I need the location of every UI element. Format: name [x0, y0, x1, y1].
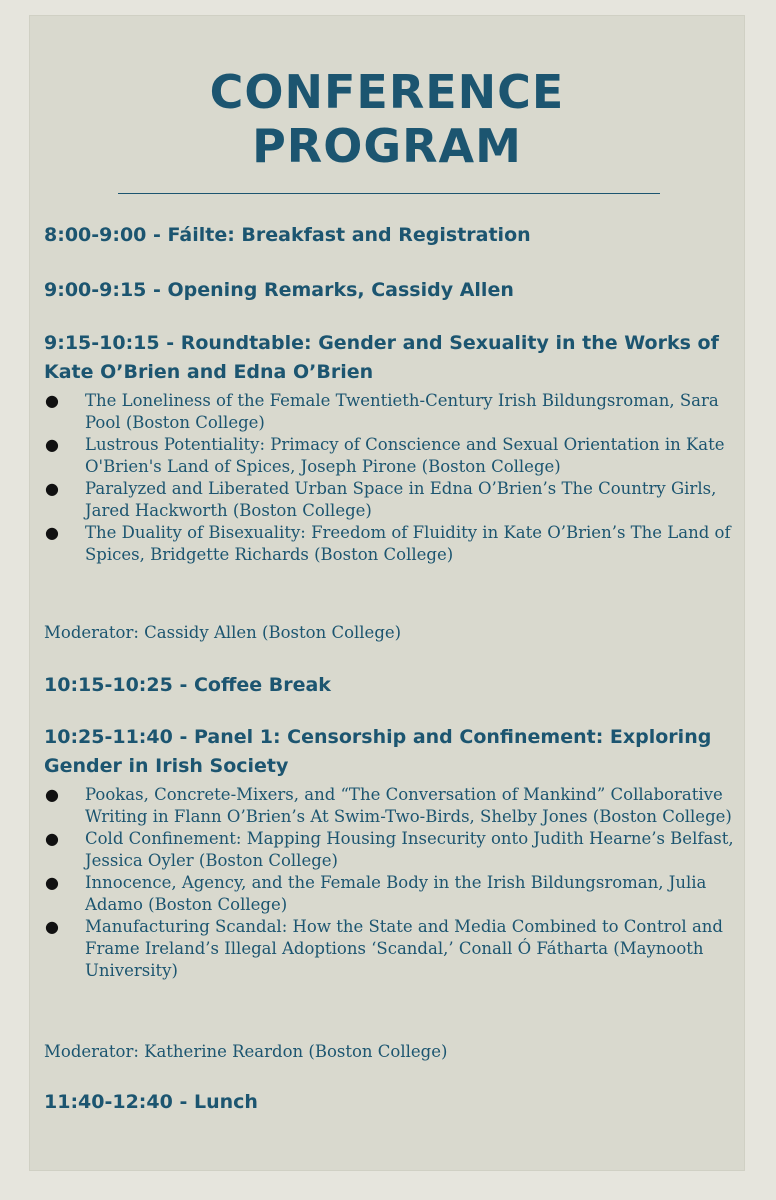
- title-line-1: CONFERENCE: [209, 65, 565, 119]
- list-item: ● Manufacturing Scandal: How the State and Media Combined to Control and Frame Ireland’s Illegal Adoptions ‘Scandal,’ Conall Ó Fátharta (Maynooth University): [45, 917, 723, 980]
- list-item: ● Innocence, Agency, and the Female Body in the Irish Bildungsroman, Julia Adamo (Boston College): [45, 873, 707, 914]
- bullet-icon: ●: [45, 523, 59, 542]
- list-item: ● The Duality of Bisexuality: Freedom of Fluidity in Kate O’Brien’s The Land of Spices, Bridgette Richards (Boston College): [45, 523, 731, 564]
- bullet-icon: ●: [45, 391, 59, 410]
- list-item: ● Paralyzed and Liberated Urban Space in Edna O’Brien’s The Country Girls, Jared Hackworth (Boston College): [45, 479, 717, 520]
- list-item: ● Lustrous Potentiality: Primacy of Conscience and Sexual Orientation in Kate O'Brien's Land of Spices, Joseph Pirone (Boston College): [45, 435, 725, 476]
- list-item: ● Cold Confinement: Mapping Housing Insecurity onto Judith Hearne’s Belfast, Jessica Oyler (Boston College): [45, 829, 734, 870]
- panel-1-paper-list: [44, 784, 734, 982]
- roundtable-moderator: Moderator: Cassidy Allen (Boston College): [44, 623, 402, 642]
- session-heading-roundtable: 9:15-10:15 - Roundtable: Gender and Sexuality in the Works of Kate O’Brien and Edna O’Brien: [44, 332, 719, 383]
- bullet-icon: ●: [45, 829, 59, 848]
- bullet-icon: ●: [45, 873, 59, 892]
- list-item: ● The Loneliness of the Female Twentieth-Century Irish Bildungsroman, Sara Pool (Boston College): [45, 391, 719, 432]
- title-line-2: PROGRAM: [252, 119, 522, 173]
- session-heading-coffee-break: 10:15-10:25 - Coffee Break: [44, 674, 331, 696]
- roundtable-paper-list: [44, 390, 734, 566]
- session-heading-breakfast: 8:00-9:00 - Fáilte: Breakfast and Registration: [44, 224, 531, 246]
- program-page: [30, 16, 744, 1170]
- session-heading-opening-remarks: 9:00-9:15 - Opening Remarks, Cassidy Allen: [44, 279, 514, 301]
- bullet-icon: ●: [45, 785, 59, 804]
- list-item: ● Pookas, Concrete-Mixers, and “The Conversation of Mankind” Collaborative Writing in Flann O’Brien’s At Swim-Two-Birds, Shelby Jones (Boston College): [45, 785, 732, 826]
- bullet-icon: ●: [45, 917, 59, 936]
- panel-1-moderator: Moderator: Katherine Reardon (Boston College): [44, 1042, 448, 1061]
- bullet-icon: ●: [45, 435, 59, 454]
- bullet-icon: ●: [45, 479, 59, 498]
- title-divider: [118, 193, 660, 194]
- session-heading-panel-1: 10:25-11:40 - Panel 1: Censorship and Confinement: Exploring Gender in Irish Society: [44, 726, 712, 777]
- session-heading-lunch: 11:40-12:40 - Lunch: [44, 1091, 258, 1113]
